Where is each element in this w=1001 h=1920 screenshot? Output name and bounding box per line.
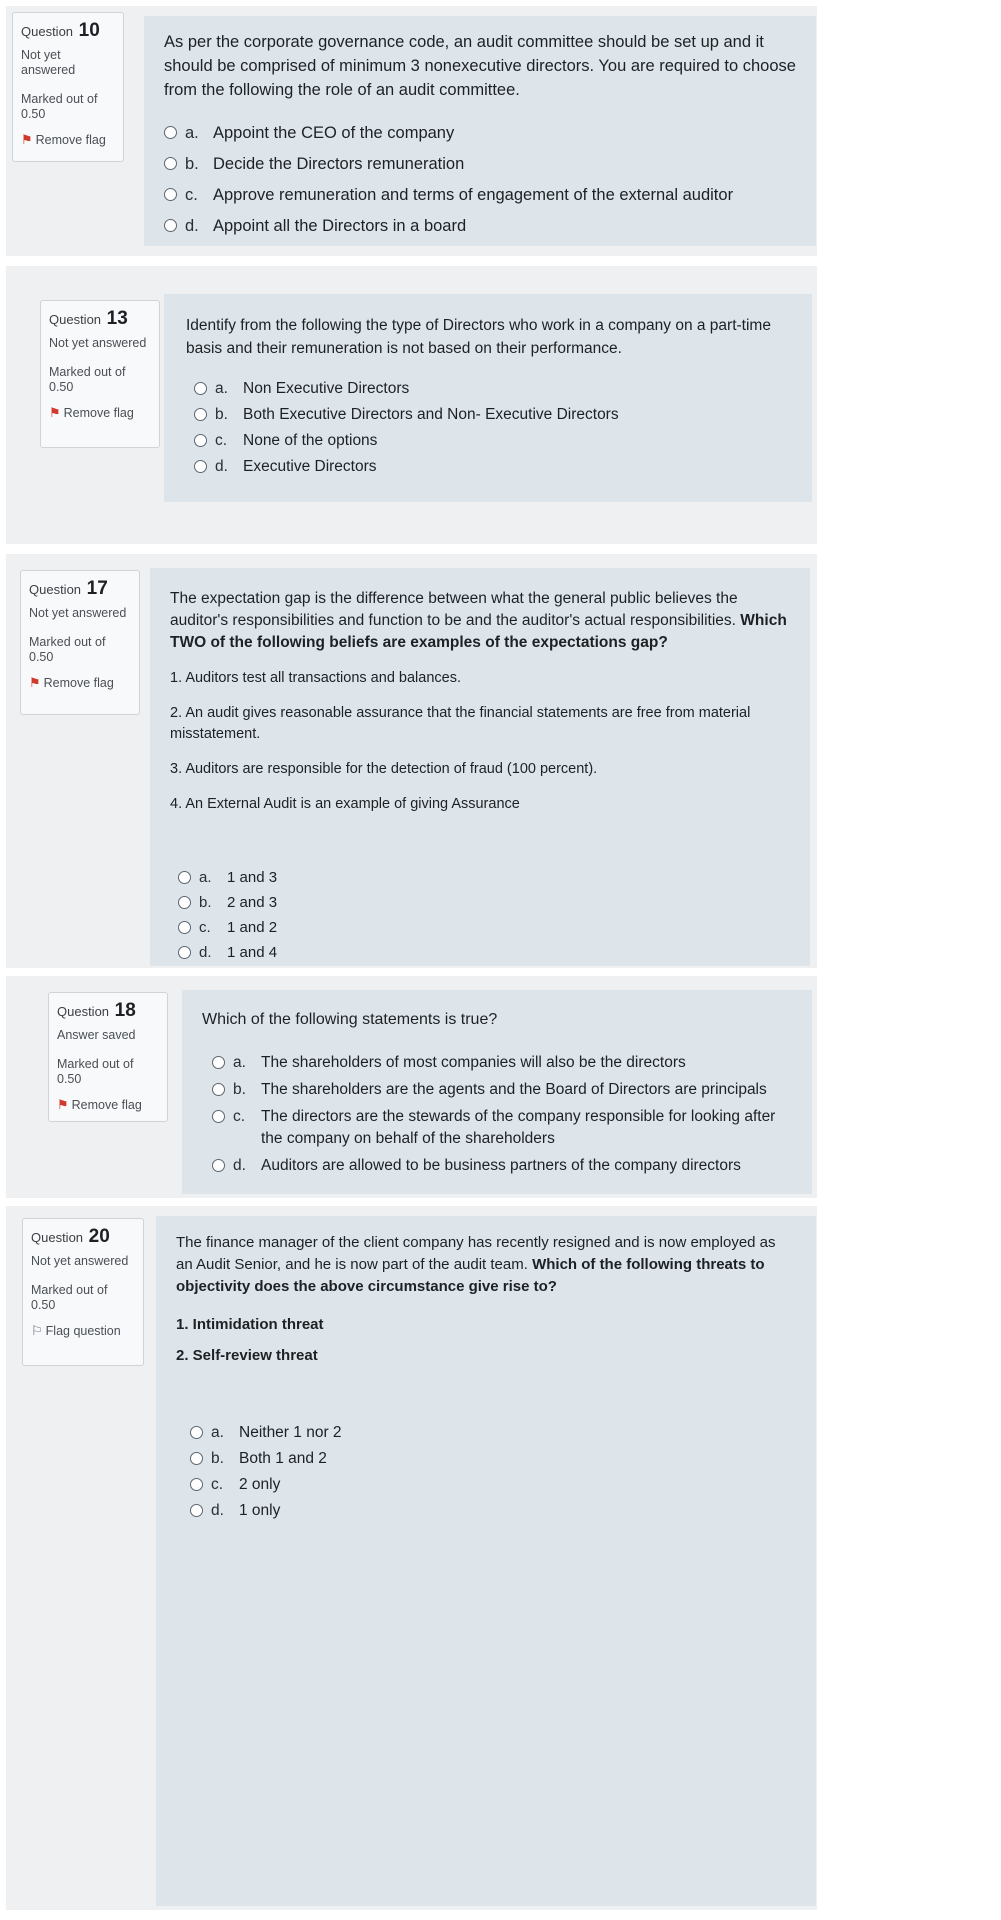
flag-icon: ⚑ [49,405,61,420]
question-info [48,992,168,1122]
remove-flag-button[interactable]: ⚑ Remove flag [49,405,134,420]
question-marks: Marked out of 0.50 [21,92,98,121]
option-a[interactable]: a. Non Executive Directors [194,378,790,400]
option-c[interactable]: c. None of the options [194,430,790,452]
option-d[interactable]: d. Appoint all the Directors in a board [164,215,796,237]
statement-3: 3. Auditors are responsible for the detection of fraud (100 percent). [170,761,598,777]
question-10-panel [6,6,817,256]
question-content [156,1216,816,1906]
answer-options [176,1422,796,1522]
question-content [144,16,816,246]
radio-button[interactable] [178,871,191,884]
flag-question-button[interactable]: ⚐ Flag question [31,1323,121,1338]
statement-1: 1. Intimidation threat [176,1316,324,1333]
question-18-panel [6,976,817,1198]
question-text-bold: Which TWO of the following beliefs are examples of the expectations gap? [170,612,787,651]
option-c[interactable]: c. The directors are the stewards of the company responsible for looking after the company on behalf of the shareholders [212,1106,792,1150]
question-marks: Marked out of 0.50 [49,365,126,394]
question-20-panel [6,1206,817,1910]
question-content [164,294,812,502]
answer-options [186,378,790,478]
remove-flag-button[interactable]: ⚑ Remove flag [21,132,106,147]
radio-button[interactable] [190,1478,203,1491]
radio-button[interactable] [164,157,177,170]
question-content [150,568,810,966]
radio-button[interactable] [178,946,191,959]
radio-button[interactable] [164,126,177,139]
option-d[interactable]: d. Executive Directors [194,456,790,478]
question-17-panel [6,554,817,968]
answer-options [164,122,796,237]
radio-button[interactable] [178,896,191,909]
radio-button[interactable] [194,434,207,447]
radio-button[interactable] [212,1110,225,1123]
option-b[interactable]: b. Both 1 and 2 [190,1448,796,1470]
question-number: Question 20 [31,1226,110,1247]
option-c[interactable]: c. 2 only [190,1474,796,1496]
radio-button[interactable] [164,188,177,201]
question-text-bold: Which of the following threats to objectivity does the above circumstance give rise to? [176,1256,765,1295]
radio-button[interactable] [194,382,207,395]
question-state: Answer saved [57,1028,136,1042]
statement-list [176,1314,796,1366]
question-state: Not yet answered [21,48,76,77]
option-a[interactable]: a. Neither 1 nor 2 [190,1422,796,1444]
flag-icon: ⚑ [29,675,41,690]
option-d[interactable]: d. 1 and 4 [178,942,790,964]
radio-button[interactable] [212,1083,225,1096]
question-number: Question 13 [49,308,128,329]
flag-icon: ⚑ [57,1097,69,1112]
radio-button[interactable] [212,1159,225,1172]
statement-2: 2. An audit gives reasonable assurance that the financial statements are free from material misstatement. [170,705,751,742]
answer-options [170,867,790,964]
question-13-panel [6,266,817,544]
option-c[interactable]: c. 1 and 2 [178,917,790,939]
question-info [40,300,160,448]
option-a[interactable]: a. The shareholders of most companies will also be the directors [212,1052,792,1074]
question-info [12,12,124,162]
option-b[interactable]: b. 2 and 3 [178,892,790,914]
question-info [22,1218,144,1366]
question-state: Not yet answered [31,1254,129,1268]
question-text: As per the corporate governance code, an audit committee should be set up and it should be comprised of minimum 3 nonexecutive directors. You are required to choose from the following the role of an audit committee. [164,33,796,99]
option-c[interactable]: c. Approve remuneration and terms of engagement of the external auditor [164,184,796,206]
radio-button[interactable] [194,408,207,421]
option-b[interactable]: b. Both Executive Directors and Non- Executive Directors [194,404,790,426]
remove-flag-button[interactable]: ⚑ Remove flag [29,675,114,690]
question-number: Question 10 [21,20,100,41]
question-text: Which of the following statements is true? [202,1011,498,1028]
statement-list [170,668,790,815]
question-text: The finance manager of the client company has recently resigned and is now employed as an Audit Senior, and he is now part of the audit team. Which of the following threats to objectivity does the above circumstance give rise to? [176,1234,776,1295]
radio-button[interactable] [164,219,177,232]
option-b[interactable]: b. Decide the Directors remuneration [164,153,796,175]
statement-2: 2. Self-review threat [176,1347,318,1364]
radio-button[interactable] [190,1504,203,1517]
remove-flag-button[interactable]: ⚑ Remove flag [57,1097,142,1112]
question-marks: Marked out of 0.50 [29,635,106,664]
question-text: Identify from the following the type of Directors who work in a company on a part-time basis and their remuneration is not based on their performance. [186,317,771,357]
radio-button[interactable] [190,1452,203,1465]
option-a[interactable]: a. 1 and 3 [178,867,790,889]
question-content [182,990,812,1194]
statement-1: 1. Auditors test all transactions and balances. [170,670,461,686]
question-info [20,570,140,715]
question-state: Not yet answered [29,606,127,620]
statement-4: 4. An External Audit is an example of giving Assurance [170,796,520,812]
question-state: Not yet answered [49,336,147,350]
question-number: Question 18 [57,1000,136,1021]
radio-button[interactable] [178,921,191,934]
flag-outline-icon: ⚐ [31,1323,43,1338]
radio-button[interactable] [212,1056,225,1069]
option-d[interactable]: d. 1 only [190,1500,796,1522]
option-d[interactable]: d. Auditors are allowed to be business partners of the company directors [212,1155,792,1177]
radio-button[interactable] [190,1426,203,1439]
option-a[interactable]: a. Appoint the CEO of the company [164,122,796,144]
radio-button[interactable] [194,460,207,473]
question-marks: Marked out of 0.50 [57,1057,134,1086]
flag-icon: ⚑ [21,132,33,147]
question-text: The expectation gap is the difference between what the general public believes the auditor's responsibilities and function to be and the auditor's actual responsibilities. Which TWO of the following beliefs are examples of the expectations gap? [170,590,787,651]
answer-options [202,1052,792,1177]
option-b[interactable]: b. The shareholders are the agents and the Board of Directors are principals [212,1079,792,1101]
question-number: Question 17 [29,578,108,599]
question-marks: Marked out of 0.50 [31,1283,108,1312]
